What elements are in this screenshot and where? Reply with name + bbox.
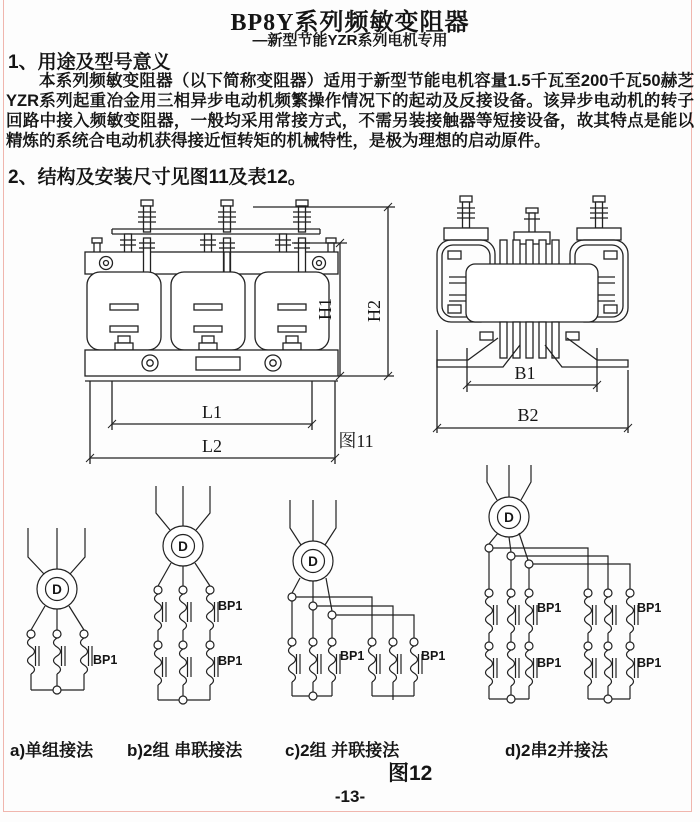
resistor-label-bp1: BP1 xyxy=(537,601,562,615)
resistor-label-bp1: BP1 xyxy=(340,649,365,663)
wiring-caption-b: b)2组 串联接法 xyxy=(127,741,243,760)
motor-label: D xyxy=(178,539,188,554)
wiring-diagram-a xyxy=(27,528,117,694)
resistor-label-bp1: BP1 xyxy=(421,649,446,663)
wiring-diagram-b xyxy=(154,486,242,704)
dim-label-l1: L1 xyxy=(202,402,222,422)
dim-label-l2: L2 xyxy=(202,436,222,456)
figure12-caption: 图12 xyxy=(388,762,433,785)
dim-label-b1: B1 xyxy=(514,363,536,383)
figure11-caption: 图11 xyxy=(338,431,374,451)
resistor-label-bp1: BP1 xyxy=(637,601,662,615)
page-subtitle: —新型节能YZR系列电机专用 xyxy=(252,32,448,49)
page-title: BP8Y系列频敏变阻器 xyxy=(230,10,470,36)
wiring-caption-a: a)单组接法 xyxy=(10,741,94,760)
side-view-drawing xyxy=(433,196,632,433)
resistor-label-bp1: BP1 xyxy=(218,654,243,668)
dim-label-h1: H1 xyxy=(315,298,335,320)
wiring-diagram-d xyxy=(485,465,661,703)
wiring-diagram-c xyxy=(288,500,445,700)
dim-label-b2: B2 xyxy=(517,405,539,425)
resistor-label-bp1: BP1 xyxy=(637,656,662,670)
resistor-label-bp1: BP1 xyxy=(93,653,118,667)
page-number: -13- xyxy=(334,787,366,806)
motor-label: D xyxy=(52,582,62,597)
section2-heading: 2、结构及安装尺寸见图11及表12。 xyxy=(8,167,307,188)
resistor-label-bp1: BP1 xyxy=(218,599,243,613)
front-view-drawing xyxy=(85,200,395,464)
section1-body: 本系列频敏变阻器（以下简称变阻器）适用于新型节能电机容量1.5千瓦至200千瓦50赫芝YZR系列起重冶金用三相异步电动机频繁操作情况下的起动及反接设备。该异步电动机的转子回路中接入频敏变阻器，一般均采用常接方式，不需另装接触器等短接设备，故其特点是能以精炼的系统合电动机获得接近恒转矩的机械特性，是极为理想的启动原件。 xyxy=(6,72,694,150)
section1-heading: 1、用途及型号意义 xyxy=(8,52,171,73)
figure12-wiring-diagrams xyxy=(0,460,700,705)
motor-label: D xyxy=(504,510,514,525)
wiring-caption-row xyxy=(0,736,700,758)
resistor-label-bp1: BP1 xyxy=(537,656,562,670)
motor-label: D xyxy=(308,554,318,569)
figure11-technical-drawing xyxy=(0,190,700,475)
dim-label-h2: H2 xyxy=(364,300,384,322)
wiring-caption-d: d)2串2并接法 xyxy=(505,741,608,760)
wiring-caption-c: c)2组 并联接法 xyxy=(285,741,400,760)
